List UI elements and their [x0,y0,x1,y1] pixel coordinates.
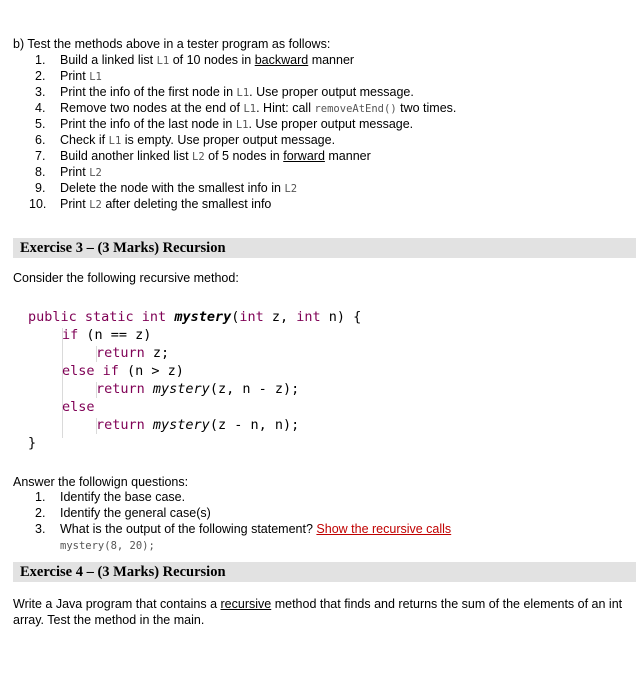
list-item: 6. Check if L1 is empty. Use proper output message. [35,133,336,147]
list-item: 2. Identify the general case(s) [35,506,211,520]
code-line: } [28,435,37,451]
code-line: else [62,399,95,415]
code-indent-guide [62,328,63,438]
list-item: 4. Remove two nodes at the end of L1. Hint: call removeAtEnd() two times. [35,101,457,115]
list-item: 5. Print the info of the last node in L1. Use proper output message. [35,117,414,131]
code-line: return mystery(z, n - z); [96,381,300,397]
questions-list [13,489,637,553]
code-line: public static int mystery(int z, int n) { [28,309,362,325]
exercise-3-heading: Exercise 3 – (3 Marks) Recursion [13,238,636,258]
list-item: 1. Identify the base case. [35,490,186,504]
list-item: 10. Print L2 after deleting the smallest info [29,197,272,211]
list-item: 2. Print L1 [35,69,102,83]
list-item: 3. Print the info of the first node in L1. Use proper output message. [35,85,414,99]
code-line: return mystery(z - n, n); [96,417,300,433]
exercise-4-heading: Exercise 4 – (3 Marks) Recursion [13,562,636,582]
list-item: 7. Build another linked list L2 of 5 nodes in forward manner [35,149,371,163]
code-line: if (n == z) [62,327,152,343]
code-block [28,308,428,454]
exercise-3-intro: Consider the following recursive method: [13,271,239,285]
list-item: 9. Delete the node with the smallest info in L2 [35,181,298,195]
list-item: 1. Build a linked list L1 of 10 nodes in backward manner [35,53,355,67]
show-recursive-calls-link[interactable]: Show the recursive calls [316,522,452,536]
list-item: 8. Print L2 [35,165,102,179]
part-b-section [13,37,637,212]
exercise-4-text: Write a Java program that contains a recursive method that finds and returns the sum of the elements of an int array. Test the method in the main. [13,597,623,627]
exercise-3-questions [13,475,637,553]
part-b-list [13,52,637,212]
statement-line: mystery(8, 20); [60,540,155,552]
code-line: else if (n > z) [62,363,184,379]
part-b-heading: b) Test the methods above in a tester program as follows: [13,37,331,51]
code-line: return z; [96,345,170,361]
list-item: 3. What is the output of the following statement? Show the recursive calls [35,522,452,536]
questions-heading: Answer the followign questions: [13,475,189,489]
